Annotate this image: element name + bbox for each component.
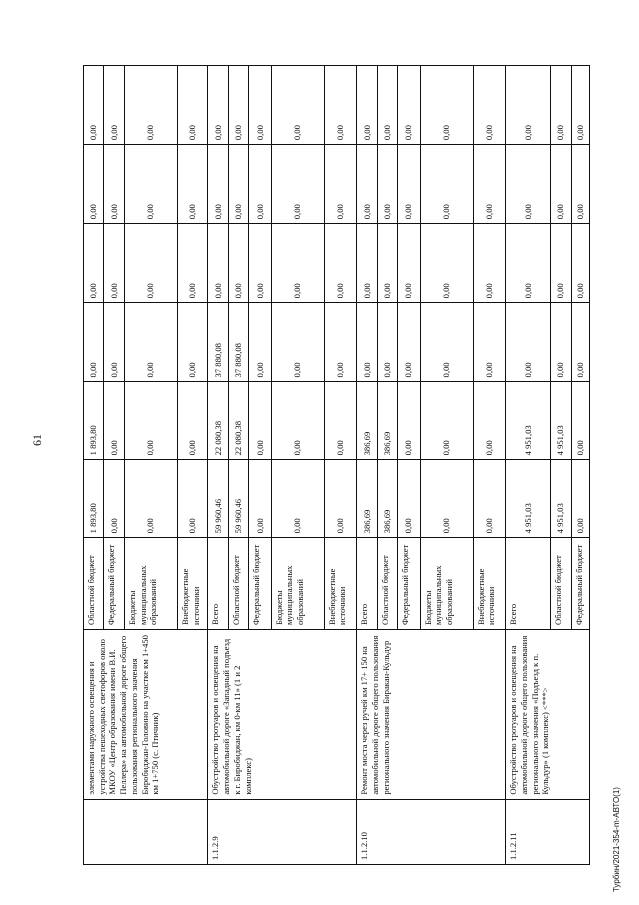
item-description: Обустройство тротуаров и освещения на автомобильной дороге «Западный подъезд к г. Биробиджан, км 0-км 11» (1 и 2 комплекс)	[208, 630, 357, 800]
value-cell: 0,00	[124, 382, 177, 460]
value-cell: 0,00	[357, 303, 377, 382]
value-cell: 0,00	[177, 145, 208, 224]
item-code: 1.1.2.10	[357, 799, 506, 864]
value-cell: 4 951,03	[551, 460, 571, 538]
value-cell: 0,00	[473, 145, 506, 224]
value-cell: 0,00	[571, 224, 590, 303]
value-cell: 0,00	[398, 460, 420, 538]
source-cell: Внебюджетные источники	[473, 538, 506, 630]
value-cell: 0,00	[551, 224, 571, 303]
value-cell: 0,00	[506, 66, 551, 145]
source-cell: Областной бюджет	[228, 538, 248, 630]
source-cell: Федеральный бюджет	[398, 538, 420, 630]
value-cell: 0,00	[357, 66, 377, 145]
source-cell: Всего	[357, 538, 377, 630]
value-cell: 0,00	[398, 145, 420, 224]
value-cell: 0,00	[420, 382, 473, 460]
value-cell: 37 880,08	[208, 303, 228, 382]
value-cell: 0,00	[124, 224, 177, 303]
value-cell: 0,00	[473, 382, 506, 460]
value-cell: 0,00	[420, 145, 473, 224]
value-cell: 0,00	[571, 460, 590, 538]
value-cell: 0,00	[324, 145, 357, 224]
value-cell: 0,00	[249, 303, 271, 382]
source-cell: Федеральный бюджет	[249, 538, 271, 630]
value-cell: 0,00	[473, 460, 506, 538]
value-cell: 0,00	[271, 382, 324, 460]
item-description: Ремонт моста через ручей км 17+ 150 на автомобильной дороге общего пользования регионального значения Биракан-Кульдур	[357, 630, 506, 800]
value-cell: 0,00	[571, 382, 590, 460]
value-cell: 1 893,80	[84, 382, 104, 460]
source-cell: Бюджеты муниципальных образований	[124, 538, 177, 630]
source-cell: Федеральный бюджет	[104, 538, 124, 630]
source-cell: Бюджеты муниципальных образований	[271, 538, 324, 630]
value-cell: 0,00	[177, 303, 208, 382]
value-cell: 37 880,08	[228, 303, 248, 382]
value-cell: 386,69	[377, 382, 397, 460]
value-cell: 0,00	[473, 66, 506, 145]
item-code: 1.1.2.9	[208, 799, 357, 864]
value-cell: 0,00	[324, 382, 357, 460]
value-cell: 0,00	[177, 460, 208, 538]
source-cell: Областной бюджет	[84, 538, 104, 630]
value-cell: 0,00	[104, 66, 124, 145]
value-cell: 22 080,38	[228, 382, 248, 460]
value-cell: 0,00	[104, 382, 124, 460]
value-cell: 0,00	[357, 224, 377, 303]
value-cell: 0,00	[104, 303, 124, 382]
value-cell: 0,00	[104, 224, 124, 303]
source-cell: Областной бюджет	[377, 538, 397, 630]
value-cell: 22 080,38	[208, 382, 228, 460]
item-code-cell	[84, 799, 208, 864]
value-cell: 0,00	[506, 224, 551, 303]
value-cell: 0,00	[228, 145, 248, 224]
value-cell: 0,00	[473, 224, 506, 303]
value-cell: 0,00	[377, 224, 397, 303]
value-cell: 0,00	[249, 460, 271, 538]
value-cell: 0,00	[324, 460, 357, 538]
value-cell: 0,00	[571, 303, 590, 382]
value-cell: 0,00	[249, 224, 271, 303]
value-cell: 0,00	[324, 224, 357, 303]
value-cell: 0,00	[571, 66, 590, 145]
value-cell: 0,00	[551, 303, 571, 382]
value-cell: 0,00	[249, 145, 271, 224]
value-cell: 0,00	[84, 224, 104, 303]
value-cell: 0,00	[271, 145, 324, 224]
value-cell: 0,00	[84, 145, 104, 224]
value-cell: 386,69	[357, 460, 377, 538]
value-cell: 0,00	[104, 145, 124, 224]
value-cell: 386,69	[357, 382, 377, 460]
source-cell: Всего	[506, 538, 551, 630]
value-cell: 0,00	[398, 224, 420, 303]
value-cell: 59 960,46	[208, 460, 228, 538]
value-cell: 0,00	[377, 66, 397, 145]
value-cell: 0,00	[271, 303, 324, 382]
source-cell: Бюджеты муниципальных образований	[420, 538, 473, 630]
value-cell: 0,00	[271, 224, 324, 303]
budget-table	[83, 65, 590, 865]
source-cell: Областной бюджет	[551, 538, 571, 630]
table-row	[208, 66, 228, 865]
budget-table-rotated	[83, 65, 590, 865]
footer-file-id: Турбин/2021-354-m-АВТО(1)	[612, 787, 621, 892]
source-cell: Федеральный бюджет	[571, 538, 590, 630]
item-code: 1.1.2.11	[506, 799, 590, 864]
value-cell: 0,00	[377, 303, 397, 382]
source-cell: Всего	[208, 538, 228, 630]
value-cell: 4 951,03	[506, 382, 551, 460]
value-cell: 0,00	[208, 145, 228, 224]
value-cell: 0,00	[228, 224, 248, 303]
value-cell: 4 951,03	[551, 382, 571, 460]
value-cell: 0,00	[177, 382, 208, 460]
value-cell: 0,00	[208, 224, 228, 303]
value-cell: 0,00	[420, 303, 473, 382]
value-cell: 0,00	[249, 382, 271, 460]
value-cell: 0,00	[420, 66, 473, 145]
value-cell: 0,00	[398, 303, 420, 382]
table-row	[84, 66, 104, 865]
value-cell: 0,00	[84, 66, 104, 145]
value-cell: 0,00	[124, 66, 177, 145]
value-cell: 0,00	[208, 66, 228, 145]
value-cell: 0,00	[324, 66, 357, 145]
source-cell: Внебюджетные источники	[324, 538, 357, 630]
value-cell: 0,00	[571, 145, 590, 224]
value-cell: 0,00	[506, 303, 551, 382]
value-cell: 0,00	[177, 224, 208, 303]
value-cell: 0,00	[177, 66, 208, 145]
value-cell: 0,00	[249, 66, 271, 145]
value-cell: 0,00	[377, 145, 397, 224]
table-row	[506, 66, 551, 865]
value-cell: 0,00	[271, 460, 324, 538]
value-cell: 0,00	[271, 66, 324, 145]
value-cell: 0,00	[551, 66, 571, 145]
table-row	[357, 66, 377, 865]
value-cell: 0,00	[228, 66, 248, 145]
value-cell: 386,69	[377, 460, 397, 538]
value-cell: 0,00	[124, 460, 177, 538]
value-cell: 0,00	[398, 382, 420, 460]
page-number: 61	[30, 434, 44, 446]
value-cell: 0,00	[324, 303, 357, 382]
value-cell: 0,00	[124, 303, 177, 382]
value-cell: 0,00	[357, 145, 377, 224]
value-cell: 0,00	[506, 145, 551, 224]
value-cell: 1 893,80	[84, 460, 104, 538]
value-cell: 4 951,03	[506, 460, 551, 538]
item-description: Обустройство тротуаров и освещения на автомобильной дороге общего пользования регионального значения «Подъезд к п. Кульдур» (1 комплекс) <***>	[506, 630, 590, 800]
value-cell: 0,00	[473, 303, 506, 382]
value-cell: 59 960,46	[228, 460, 248, 538]
value-cell: 0,00	[420, 224, 473, 303]
value-cell: 0,00	[398, 66, 420, 145]
value-cell: 0,00	[551, 145, 571, 224]
value-cell: 0,00	[104, 460, 124, 538]
value-cell: 0,00	[420, 460, 473, 538]
value-cell: 0,00	[124, 145, 177, 224]
value-cell: 0,00	[84, 303, 104, 382]
source-cell: Внебюджетные источники	[177, 538, 208, 630]
item-description: элементами наружного освещения и устройства пешеходных светофоров около МКОУ «Центр образования имени В.И. Пеллера» на автомобильной дороге общего пользования регионального значения Биробиджан-Головино на участке км 1+450 км 1+750 (с. Птичник)	[84, 630, 208, 800]
